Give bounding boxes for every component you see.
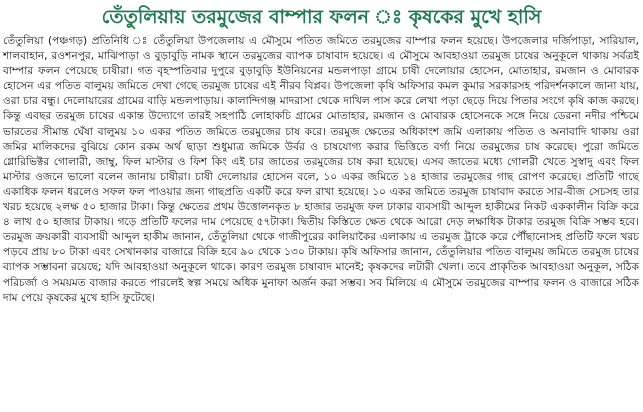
article-body: তেঁতুলিয়া (পঞ্চগড়) প্রতিনিধি ঃ তেঁতুলিয়া উপজেলায় এ মৌসুমে পতিত জমিতে তরমুজের বাম্পার ফলন হয়েছে। উপজেলার দর্জিপাড়া, সারিয়াল, শালবাহান, রওশনপুর, মাঝিপাড়া ও বুড়াবুড়ি নামক স্থানে তরমুজের ব্যাপক চাষাবাদ হয়েছে। এ মৌসুমে আবহাওয়া তরমুজ চাষের অনুকূলে থাকায় সর্বত্রই বাম্পার ফলন পেয়েছে চাষীরা। গত বৃহস্পতিবার দুপুরে বুড়াবুড়ি ইউনিয়নের মন্ডলপাড়া গ্রামে চাষী দেলোয়ার হোসেন, মোতাহার, রমজান ও মোবারক হোসেন এর পতিত বালুময় জমিতে দেখা গেছে তরমুজ চাষের এই নীরব বিপ্লব। উপজেলা কৃষি অফিসার কমল কুমার সরকারসহ পরিদর্শনকালে জানা যায়, ওরা চার বন্ধু। দেলোয়ারের গ্রামের বাড়ি মন্ডলপাড়ায়। কালান্দিগঞ্জ মাদরাসা থেকে দাখিল পাস করে লেখা পড়া ছেড়ে দিয়ে পিতার সংগে কৃষি কাজ করছে। কিন্তু এবছর তরমুজ চাষের একান্ত উদ্যোগে তারই সহপাঠি লোহাকচি গ্রামের মোতাহার, রমজান ও মোবারক হোসেনকে সঙ্গে নিয়ে ডেরনা নদীর পশ্চিমে ভারতের সীমান্ত ঘেঁষা বালুময় ১০ একর পতিত জমিতে তরমুজের চাষ করে। তরমুজ ক্ষেতের অধিকাংশ জমি এলাকায় পতিত ও অনাবাদি থাকায় ওরা জমির মালিকদের বুঝিয়ে কোন রকম অর্থ ছাড়া শুধুমাত্র জমিকে উর্বর ও চাষযোগ্য করার ভিত্তিতে বর্গা নিয়ে তরমুজের চাষ করেছে। পুরো জমিতে গ্লোরিভিক্টর গোলারী, জাম্বু, ফিল মাস্টার ও ফিশ কিং এই চার জাতের তরমুজের চাষ করা হয়েছে। এসব জাতের মধ্যে গোলরী খেতে সুস্বাদু এবং ফিল মাস্টার ওজনে ভালো বলেন জানায় চাষীরা। চাষী দেলোয়ার হোসেন বলে, ১০ একর জমিতে ১৪ হাজার তরমুজের গাছ রোপণ করেছে। প্রতিটি গাছে একাধিক ফলন ধরলেও সফল ফল পাওয়ার জন্য গাছপ্রতি একটি করে ফল রাখা হয়েছে। ১০ একর জমিতে তরমুজ চাষাবাদ করতে সার-বীজ সেচসহ তার খরচ হয়েছে ২লক্ষ ৫০ হাজার টাকা। কিন্তু ক্ষেতের প্রথম উত্তোলনকৃত ৮ হাজার তরমুজ ফল ঢাকার ব্যবসায়ী আব্দুল হাকীমের নিকট এককালীন বিক্রি করে ৪ লাখ ৫০ হাজার টাকায়। গড়ে প্রতিটি ফলের দাম পেয়েছে ৫৭টাকা। দ্বিতীয় কিস্তিতে ক্ষেত থেকে আরো দেড় লক্ষাধিক টাকার তরমুজ বিক্রি সম্ভব হবে। তরমুজ ক্রয়কারী ব্যবসায়ী আব্দুল হাকীম জানান, তেঁতুলিয়া থেকে গাজীপুরের কালিয়াকৈর এলাকায় এ তরমুজ ট্রাকে করে পৌঁছানোসহ প্রতিটি ফলে খরচ পড়বে প্রায় ৮০ টাকা এবং সেখানকার বাজারে বিক্রি হবে ৯০ থেকে ১৩০ টাকায়। কৃষি অফিসার জানান, তেঁতুলিয়ার পতিত বালুময় জমিতে তরমুজ চাষের ব্যাপক সম্ভাবনা রয়েছে; যদি আবহাওয়া অনুকূলে থাকে। কারণ তরমুজ চাষাবাদ মানেই; কৃষকদের লটারী খেলা। তবে প্রাকৃতিক আবহাওয়া অনুকূল, সঠিক পরিচর্জা ও সময়মত বাজার করতে পারলেই স্বল্প সময়ে অধিক মুনাফা অর্জন করা সম্ভব। সব মিলিয়ে এ মৌসুমে তরমুজের বাম্পার ফলন ও বাজারে সঠিক দাম পেয়ে কৃষকের মুখে হাসি ফুটেছে। bbox=[3, 35, 639, 304]
article-headline: তেঁতুলিয়ায় তরমুজের বাম্পার ফলন ঃ কৃষকের মুখে হাসি bbox=[101, 6, 542, 28]
